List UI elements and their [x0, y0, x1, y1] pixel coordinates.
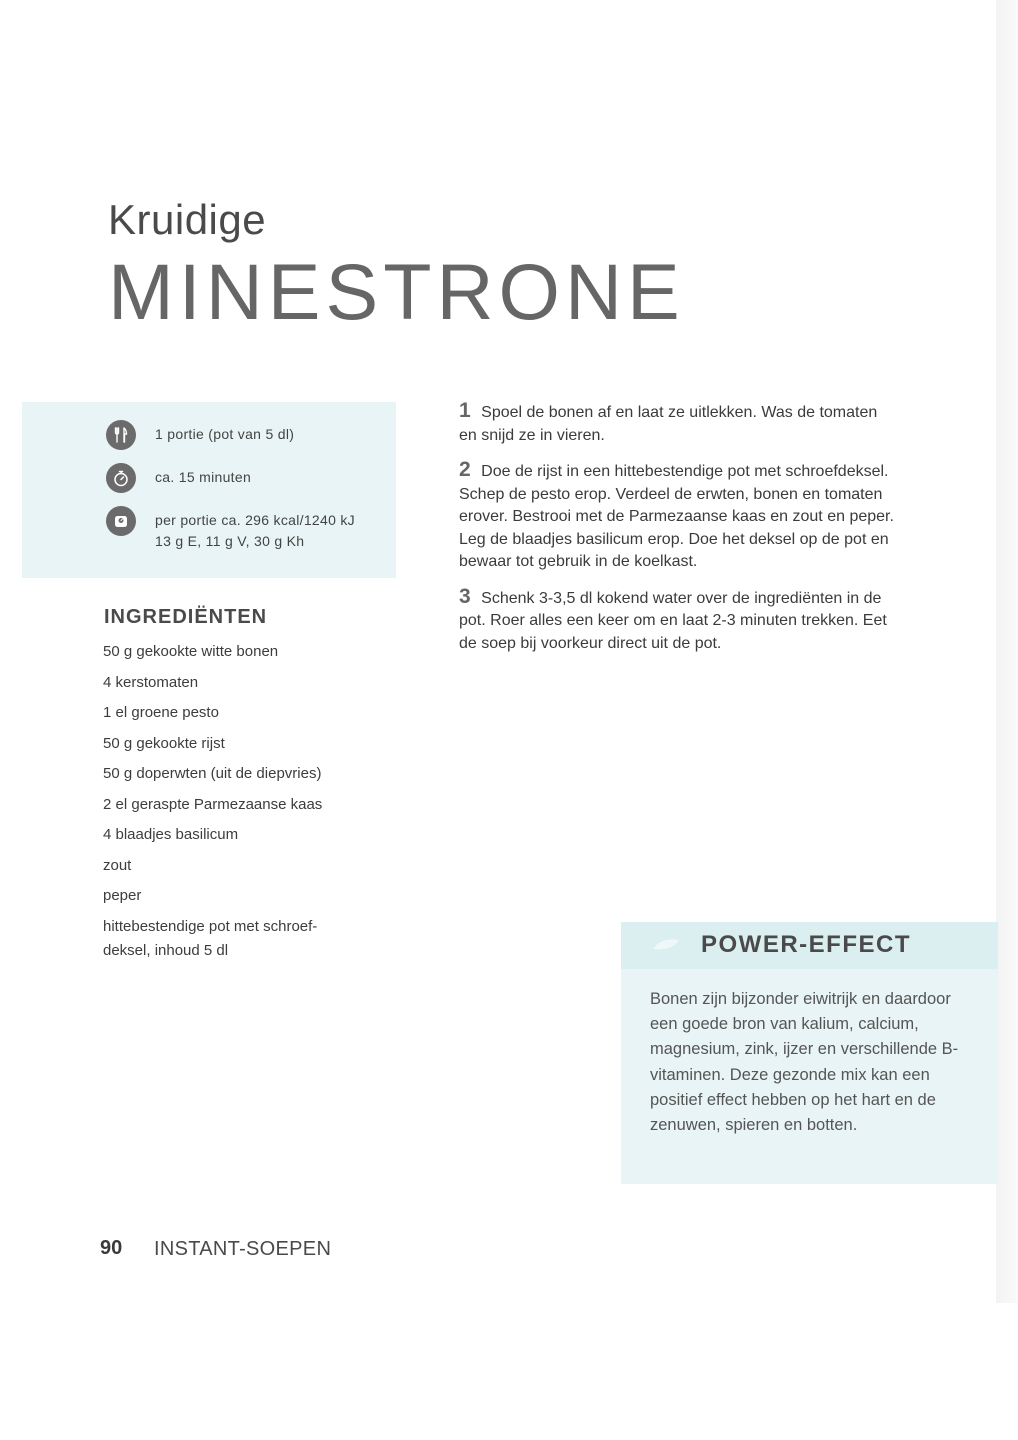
scale-icon: [106, 506, 136, 536]
leaf-icon: [651, 937, 681, 953]
info-portion: [106, 420, 294, 450]
power-effect-box: [621, 922, 998, 1184]
step-text: Schenk 3-3,5 dl kokend water over de ingrediënten in de pot. Roer alles een keer om en laat 2-3 minuten trekken. Eet de soep bij voorkeur direct uit de pot.: [459, 589, 887, 652]
ingredient-item: zout: [103, 856, 132, 874]
step-text: Spoel de bonen af en laat ze uitlekken. Was de tomaten en snijd ze in vieren.: [459, 404, 878, 444]
ingredient-item: 50 g doperwten (uit de diepvries): [103, 765, 322, 782]
section-name: INSTANT-SOEPEN: [154, 1238, 332, 1260]
ingredient-item: 4 kerstomaten: [103, 673, 199, 691]
ingredient-item: hittebestendige pot met schroef-deksel, inhoud 5 dl: [103, 917, 318, 959]
page-number: 90: [100, 1237, 123, 1259]
bottom-margin: [0, 1303, 1018, 1440]
info-nutrition: [106, 506, 355, 552]
ingredient-item: 50 g gekookte rijst: [103, 734, 225, 752]
recipe-info-box: [22, 402, 396, 578]
step-number: 3: [459, 584, 471, 608]
nutrition-text: [155, 510, 355, 552]
stopwatch-icon: [106, 463, 136, 493]
cutlery-icon: [106, 420, 136, 450]
power-effect-title: POWER-EFFECT: [701, 931, 911, 958]
ingredients-heading: INGREDIËNTEN: [104, 606, 268, 628]
nutrition-line-2: 13 g E, 11 g V, 30 g Kh: [155, 533, 305, 549]
preparation-steps: [459, 400, 899, 667]
step-2: [459, 459, 899, 574]
ingredient-item: peper: [103, 887, 142, 904]
time-text: ca. 15 minuten: [155, 469, 252, 485]
step-number: 1: [459, 399, 471, 422]
power-effect-header: [621, 922, 998, 969]
power-effect-text: Bonen zijn bijzonder eiwitrijk en daardoor een goede bron van kalium, calcium, magnesium, zink, ijzer en verschillende B-vitaminen. Deze gezonde mix kan een positief effect hebben op het hart en de zenuwen, spieren en botten.: [650, 990, 959, 1135]
page-edge-shadow: [996, 0, 1018, 1305]
ingredient-item: 2 el geraspte Parmezaanse kaas: [103, 795, 323, 813]
recipe-title: MINESTRONE: [108, 247, 685, 336]
step-number: 2: [459, 458, 471, 481]
ingredient-item: 4 blaadjes basilicum: [103, 826, 239, 843]
ingredient-item: 50 g gekookte witte bonen: [103, 643, 279, 660]
ingredient-item: 1 el groene pesto: [103, 704, 219, 721]
info-time: [106, 463, 251, 493]
nutrition-line-1: per portie ca. 296 kcal/1240 kJ: [155, 512, 355, 528]
portion-text: 1 portie (pot van 5 dl): [155, 426, 295, 442]
step-3: [459, 586, 899, 656]
step-text: Doe de rijst in een hittebestendige pot met schroefdeksel. Schep de pesto erop. Verdeel de erwten, bonen en tomaten erover. Bestrooi met de Parmezaanse kaas en zout en peper. Leg de blaadjes basilicum erop. Doe het deksel op de pot en bewaar tot gebruik in de koelkast.: [459, 463, 894, 570]
ingredients-list: [103, 640, 383, 969]
step-1: [459, 400, 899, 447]
recipe-subtitle: Kruidige: [108, 196, 267, 243]
